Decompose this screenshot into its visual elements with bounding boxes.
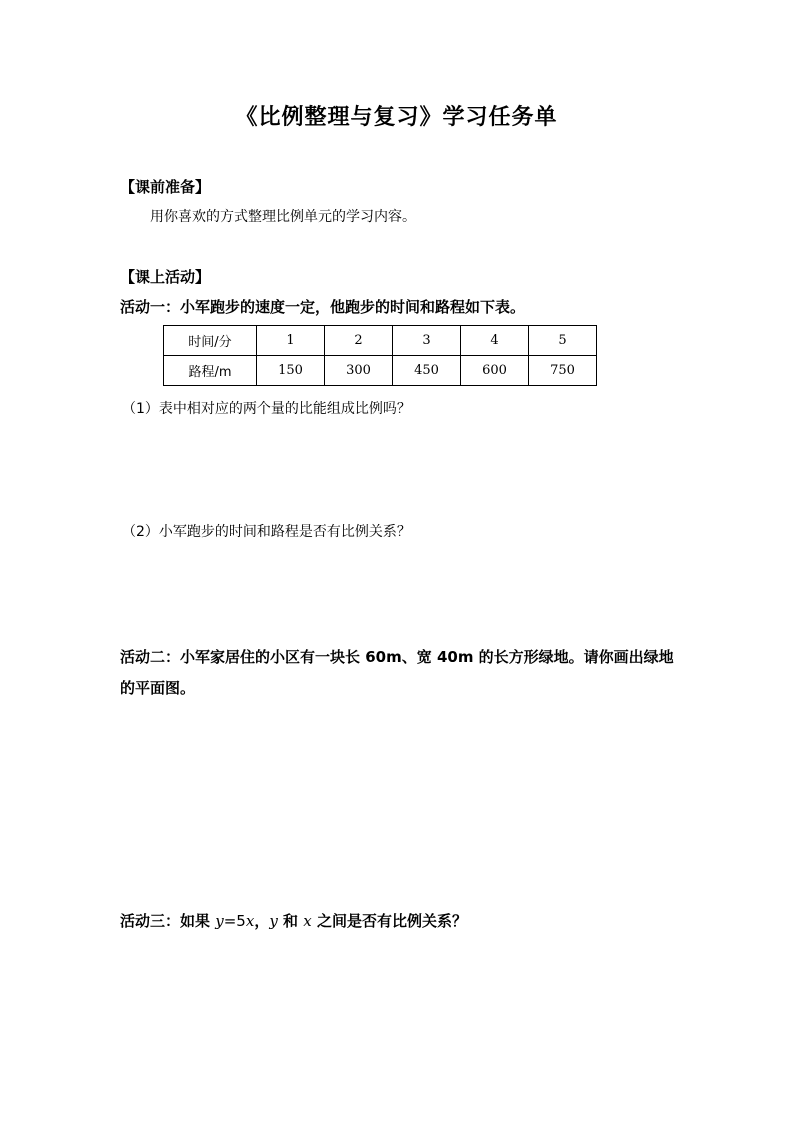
in-class-heading: 【课上活动】 <box>120 268 211 286</box>
pre-class-heading: 【课前准备】 <box>120 178 211 196</box>
pre-class-text: 用你喜欢的方式整理比例单元的学习内容。 <box>150 209 416 225</box>
table-cell: 450 <box>393 356 461 386</box>
time-distance-table <box>163 325 597 386</box>
and-text: 和 <box>277 912 304 930</box>
table-cell: 3 <box>393 326 461 356</box>
activity-3 <box>120 910 467 931</box>
var-y: y <box>215 912 224 930</box>
activity-1 <box>120 296 525 317</box>
table-row-header: 路程/m <box>164 356 257 386</box>
table-row <box>164 326 597 356</box>
activity-2-line-1: 活动二：小军家居住的小区有一块长 60m、宽 40m 的长方形绿地。请你画出绿地 <box>120 648 674 666</box>
question-1: （1）表中相对应的两个量的比能组成比例吗？ <box>122 401 411 417</box>
sep: ， <box>254 912 270 930</box>
table-cell: 150 <box>257 356 325 386</box>
table-row-header: 时间/分 <box>164 326 257 356</box>
table-cell: 1 <box>257 326 325 356</box>
page-title: 《比例整理与复习》学习任务单 <box>235 105 558 130</box>
table-row <box>164 356 597 386</box>
var-x-2: x <box>303 912 312 930</box>
table-cell: 5 <box>529 326 597 356</box>
activity-2-cont <box>120 677 195 698</box>
var-x: x <box>245 912 255 930</box>
activity-1-text: 活动一：小军跑步的速度一定，他跑步的时间和路程如下表。 <box>120 298 526 316</box>
var-y-2: y <box>269 912 278 930</box>
table-cell: 300 <box>325 356 393 386</box>
table-cell: 750 <box>529 356 597 386</box>
table-cell: 600 <box>461 356 529 386</box>
activity-3-suffix: 之间是否有比例关系？ <box>311 912 467 930</box>
table-cell: 2 <box>325 326 393 356</box>
question-2: （2）小军跑步的时间和路程是否有比例关系？ <box>122 524 411 540</box>
activity-2 <box>120 646 674 667</box>
eq-mid: =5 <box>223 912 246 930</box>
table-cell: 4 <box>461 326 529 356</box>
activity-3-prefix: 活动三：如果 <box>120 912 216 930</box>
activity-2-line-2: 的平面图。 <box>120 679 196 697</box>
